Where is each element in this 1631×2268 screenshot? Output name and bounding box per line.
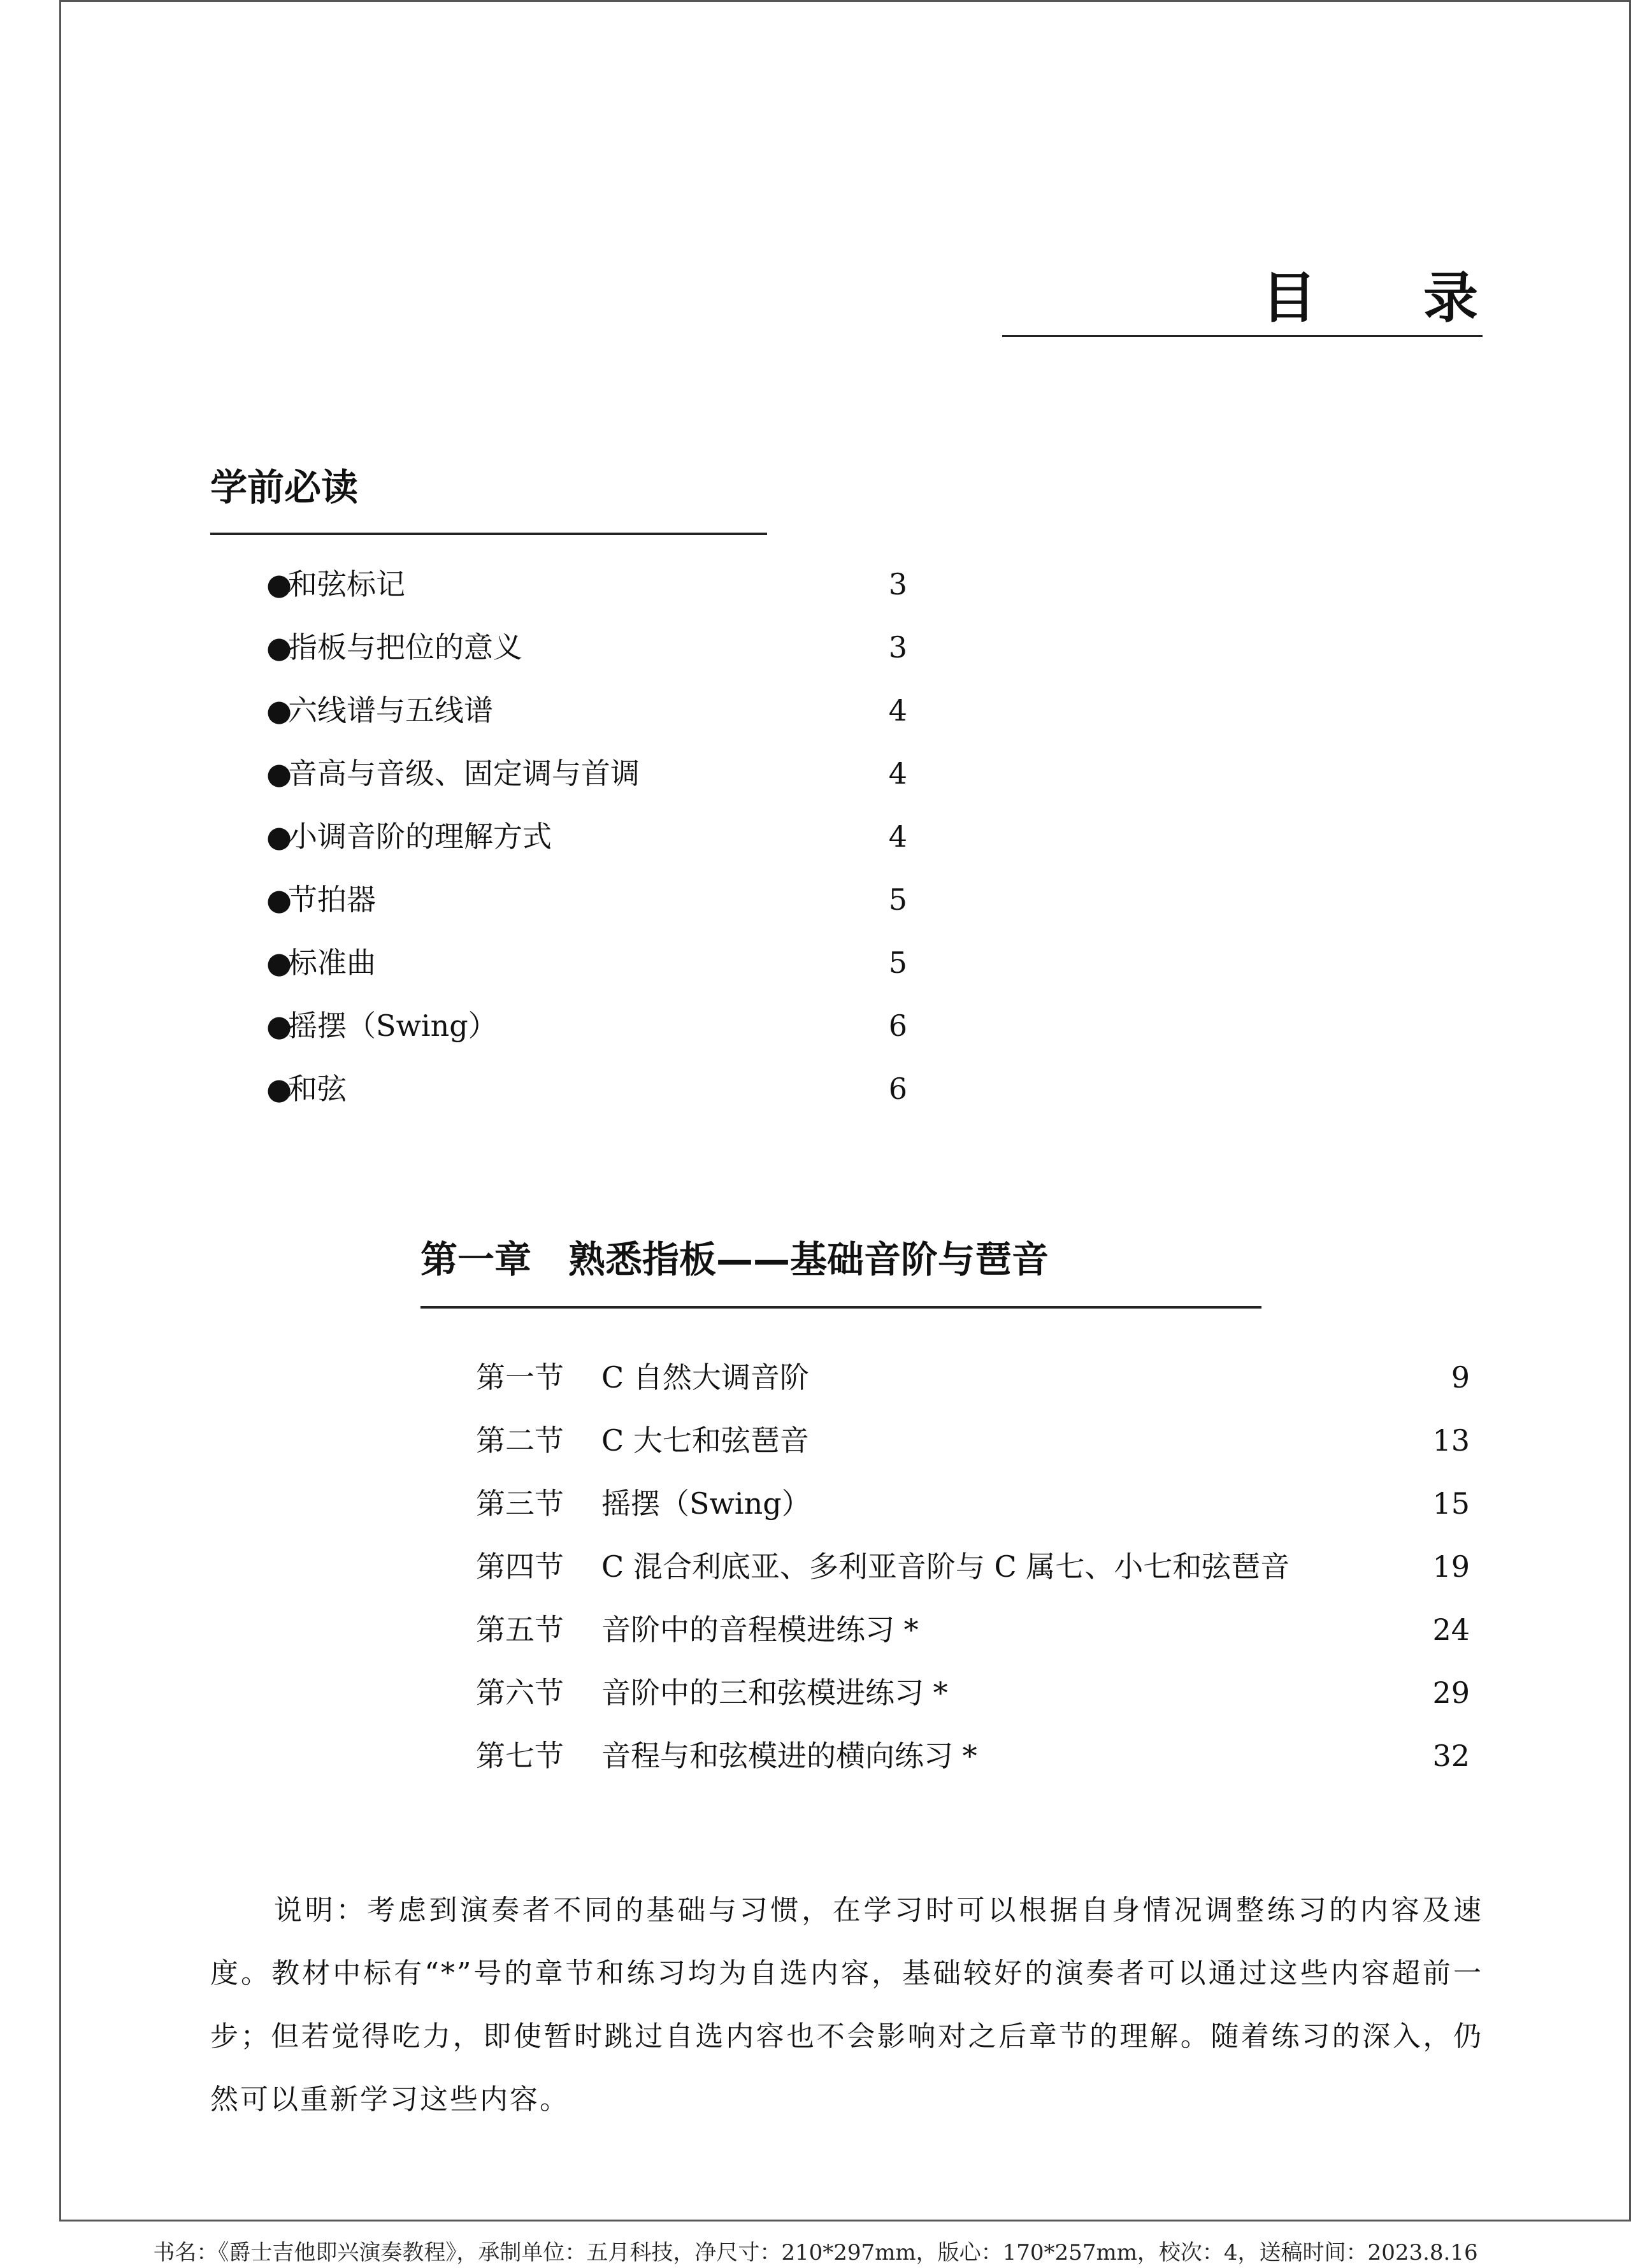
bullet-icon: ● xyxy=(266,756,292,791)
toc-entry-label: 音程与和弦模进的横向练习 * xyxy=(601,1739,977,1773)
toc-entry-label: 节拍器 xyxy=(288,882,376,917)
toc-entry xyxy=(476,1598,1470,1662)
toc-entry-number: 第五节 xyxy=(476,1612,564,1647)
toc-entry-number: 第七节 xyxy=(476,1739,564,1773)
bullet-icon: ● xyxy=(266,819,292,854)
toc-entry xyxy=(266,931,907,994)
toc-entry-page: 5 xyxy=(888,945,907,980)
toc-entry-label: 标准曲 xyxy=(288,945,376,980)
toc-entry xyxy=(266,868,907,931)
toc-entry xyxy=(266,616,907,679)
toc-entry-page: 3 xyxy=(888,630,907,664)
toc-entry-page: 24 xyxy=(1432,1612,1470,1647)
toc-entry-number: 第一节 xyxy=(476,1360,564,1395)
print-footer: 书名：《爵士吉他即兴演奏教程》，承制单位：五月科技，净尺寸：210*297mm，版心：170*257mm，校次：4，送稿时间：2023.8.16 xyxy=(153,2240,1478,2265)
toc-entry-page: 32 xyxy=(1432,1739,1470,1773)
page-frame-left xyxy=(59,0,61,2220)
toc-entry xyxy=(266,679,907,742)
toc-entry-label: 音阶中的三和弦模进练习 * xyxy=(601,1676,948,1710)
toc-entry-label: 音高与音级、固定调与首调 xyxy=(288,756,640,791)
toc-entry-page: 4 xyxy=(888,819,907,854)
toc-entry-page: 4 xyxy=(888,693,907,728)
toc-entry-page: 19 xyxy=(1432,1549,1470,1584)
toc-entry-label: C 大七和弦琶音 xyxy=(601,1423,809,1458)
toc-entry-page: 6 xyxy=(888,1072,907,1106)
title-underline xyxy=(1002,335,1483,337)
section-heading-prerequisites: 学前必读 xyxy=(210,466,359,509)
toc-entry-page: 9 xyxy=(1451,1360,1470,1395)
toc-entry-label: 和弦 xyxy=(288,1072,347,1106)
bullet-icon: ● xyxy=(266,693,292,728)
toc-entry-page: 15 xyxy=(1432,1486,1470,1521)
toc-entry xyxy=(266,553,907,616)
toc-entry-number: 第二节 xyxy=(476,1423,564,1458)
toc-entry-label: 摇摆（Swing） xyxy=(601,1486,811,1521)
bullet-icon: ● xyxy=(266,567,292,601)
toc-entry xyxy=(266,994,907,1058)
toc-entry xyxy=(266,1058,907,1121)
toc-entry xyxy=(266,805,907,868)
toc-entry-page: 3 xyxy=(888,567,907,601)
page-frame-top xyxy=(59,0,1631,2)
toc-entry-label: 指板与把位的意义 xyxy=(288,630,522,664)
page-frame-bottom xyxy=(59,2220,1631,2221)
toc-entry xyxy=(476,1662,1470,1725)
bullet-icon: ● xyxy=(266,1008,292,1043)
toc-entry-label: 六线谱与五线谱 xyxy=(288,693,493,728)
toc-entry-page: 13 xyxy=(1432,1423,1470,1458)
toc-entry-page: 29 xyxy=(1432,1676,1470,1710)
bullet-icon: ● xyxy=(266,945,292,980)
toc-entry-label: C 自然大调音阶 xyxy=(601,1360,809,1395)
toc-entry-number: 第六节 xyxy=(476,1676,564,1710)
toc-entry xyxy=(476,1472,1470,1535)
page-title-char-1: 目 xyxy=(1261,266,1316,330)
toc-entry-label: 和弦标记 xyxy=(288,567,405,601)
toc-entry-label: 小调音阶的理解方式 xyxy=(288,819,552,854)
prerequisites-list xyxy=(266,553,907,1121)
toc-entry-label: 音阶中的音程模进练习 * xyxy=(601,1612,919,1647)
chapter-heading-1: 第一章 熟悉指板——基础音阶与琶音 xyxy=(420,1238,1049,1281)
study-note: 说明：考虑到演奏者不同的基础与习惯，在学习时可以根据自身情况调整练习的内容及速度。教材中标有“*”号的章节和练习均为自选内容，基础较好的演奏者可以通过这些内容超前一步；但若觉得吃力，即使暂时跳过自选内容也不会影响对之后章节的理解。随着练习的深入，仍然可以重新学习这些内容。 xyxy=(210,1894,1483,2116)
page-title-char-2: 录 xyxy=(1423,266,1478,330)
toc-entry xyxy=(476,1725,1470,1788)
chapter-underline-1 xyxy=(420,1306,1261,1309)
section-underline-prerequisites xyxy=(210,533,767,535)
toc-entry-number: 第三节 xyxy=(476,1486,564,1521)
toc-entry-number: 第四节 xyxy=(476,1549,564,1584)
toc-entry xyxy=(476,1535,1470,1598)
toc-entry xyxy=(476,1346,1470,1409)
toc-entry-page: 6 xyxy=(888,1008,907,1043)
toc-entry xyxy=(266,742,907,805)
chapter-1-sections-list xyxy=(476,1346,1470,1788)
bullet-icon: ● xyxy=(266,882,292,917)
toc-entry-page: 5 xyxy=(888,882,907,917)
toc-entry xyxy=(476,1409,1470,1472)
page-title xyxy=(1000,255,1484,331)
bullet-icon: ● xyxy=(266,1072,292,1106)
bullet-icon: ● xyxy=(266,630,292,664)
toc-entry-label: C 混合利底亚、多利亚音阶与 C 属七、小七和弦琶音 xyxy=(601,1549,1290,1584)
toc-entry-page: 4 xyxy=(888,756,907,791)
toc-entry-label: 摇摆（Swing） xyxy=(288,1008,498,1043)
